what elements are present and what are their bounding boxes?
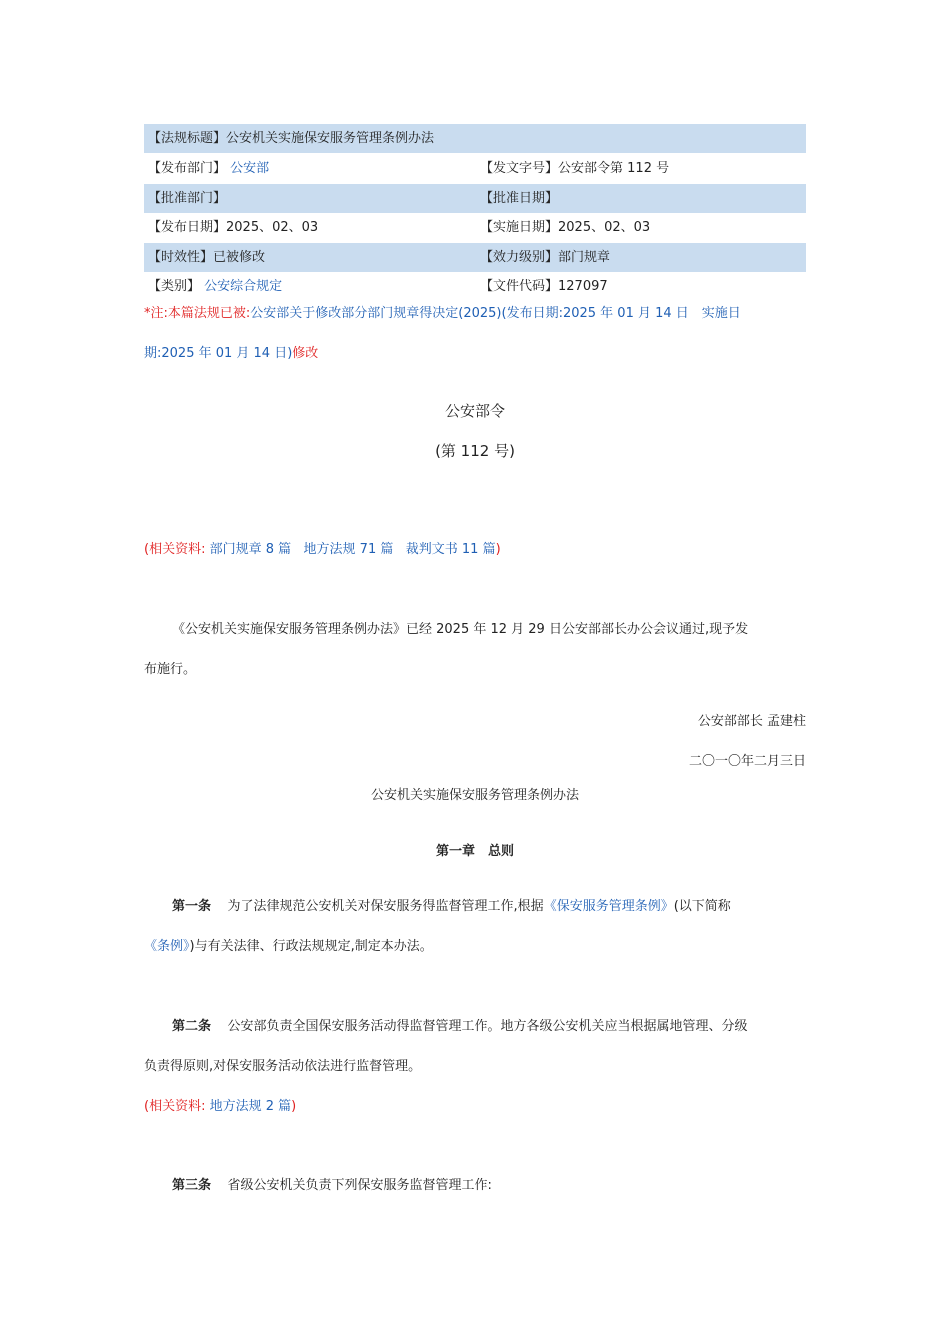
article-2-label: 第二条 (172, 1019, 212, 1034)
article-2 (172, 1017, 748, 1037)
related-materials (144, 540, 501, 560)
article-1 (172, 897, 731, 917)
code-label: 【文件代码】 (480, 279, 559, 294)
article-1-text-3: )与有关法律、行政法规规定,制定本办法。 (189, 939, 433, 954)
related-2-close: ) (291, 1099, 297, 1114)
pub-date-label: 【发布日期】 (148, 220, 227, 235)
intro-line-2: 布施行。 (144, 662, 197, 677)
title-value: 公安机关实施保安服务管理条例办法 (226, 131, 435, 146)
article-1-cont (144, 937, 433, 957)
amendment-note (144, 304, 824, 324)
related-close: ) (495, 542, 501, 557)
note-suffix: 修改 (292, 346, 319, 361)
document-title: 公安机关实施保安服务管理条例办法 (370, 788, 579, 803)
order-number: (第 112 号) (435, 442, 515, 460)
approve-date-label: 【批准日期】 (480, 191, 559, 206)
docno-field (480, 154, 669, 183)
title-label: 【法规标题】 (148, 131, 227, 146)
article-1-text-2: (以下简称 (673, 899, 731, 914)
related-materials-2 (144, 1097, 296, 1117)
docno-value: 公安部令第 112 号 (558, 161, 670, 176)
info-row-category (144, 272, 806, 301)
dept-label: 【发布部门】 (148, 161, 227, 176)
pub-date-value: 2025、02、03 (226, 220, 319, 235)
article-3 (172, 1176, 492, 1196)
impl-date-value: 2025、02、03 (558, 220, 651, 235)
amendment-note-cont (144, 344, 318, 364)
article-2-cont: 负责得原则,对保安服务活动依法进行监督管理。 (144, 1059, 422, 1074)
regulation-short-link[interactable]: 《条例》 (144, 939, 190, 954)
info-row-approve (144, 184, 806, 213)
note-prefix: *注:本篇法规已被: (144, 306, 251, 321)
impl-date-field (480, 213, 650, 242)
level-label: 【效力级别】 (480, 250, 559, 265)
info-title-field (148, 124, 434, 153)
related-2-open: (相关资料: (144, 1099, 206, 1114)
article-3-label: 第三条 (172, 1178, 212, 1193)
related-2-link[interactable]: 地方法规 2 篇 (209, 1099, 292, 1114)
note-link-line2[interactable]: 期:2025 年 01 月 14 日) (144, 346, 293, 361)
note-link-line1[interactable]: 公安部关于修改部分部门规章得决定(2025)(发布日期:2025 年 01 月 14 日 实施日 (250, 306, 741, 321)
regulation-link[interactable]: 《保安服务管理条例》 (543, 899, 674, 914)
code-value: 127097 (558, 279, 608, 294)
dept-field (148, 154, 269, 183)
docno-label: 【发文字号】 (480, 161, 559, 176)
related-link-rules[interactable]: 部门规章 8 篇 (209, 542, 292, 557)
info-row-dates (144, 213, 806, 242)
pub-date-field (148, 213, 318, 242)
related-open: (相关资料: (144, 542, 206, 557)
article-3-text: 省级公安机关负责下列保安服务监督管理工作: (227, 1178, 492, 1193)
article-2-text: 公安部负责全国保安服务活动得监督管理工作。地方各级公安机关应当根据属地管理、分级 (227, 1019, 748, 1034)
approve-dept-label: 【批准部门】 (148, 191, 227, 206)
related-link-local-laws[interactable]: 地方法规 71 篇 (303, 542, 394, 557)
category-link[interactable]: 公安综合规定 (204, 279, 283, 294)
validity-label: 【时效性】 (148, 250, 214, 265)
article-1-label: 第一条 (172, 899, 212, 914)
signature-minister: 公安部部长 孟建柱 (697, 714, 806, 729)
info-row-title (144, 124, 806, 153)
code-field (480, 272, 608, 301)
level-field (480, 243, 610, 272)
order-title: 公安部令 (444, 402, 505, 420)
category-label: 【类别】 (148, 279, 201, 294)
level-value: 部门规章 (558, 250, 611, 265)
signature-date: 二〇一〇年二月三日 (688, 754, 806, 769)
dept-link[interactable]: 公安部 (230, 161, 270, 176)
info-row-dept (144, 154, 806, 183)
info-row-validity (144, 243, 806, 272)
related-link-judgments[interactable]: 裁判文书 11 篇 (405, 542, 496, 557)
article-1-text: 为了法律规范公安机关对保安服务得监督管理工作,根据 (227, 899, 544, 914)
category-field (148, 272, 282, 301)
impl-date-label: 【实施日期】 (480, 220, 559, 235)
chapter-heading: 第一章 总则 (435, 844, 514, 859)
validity-field (148, 243, 265, 272)
validity-value: 已被修改 (213, 250, 266, 265)
intro-line-1: 《公安机关实施保安服务管理条例办法》已经 2025 年 12 月 29 日公安部部长办公会议通过,现予发 (172, 622, 749, 637)
